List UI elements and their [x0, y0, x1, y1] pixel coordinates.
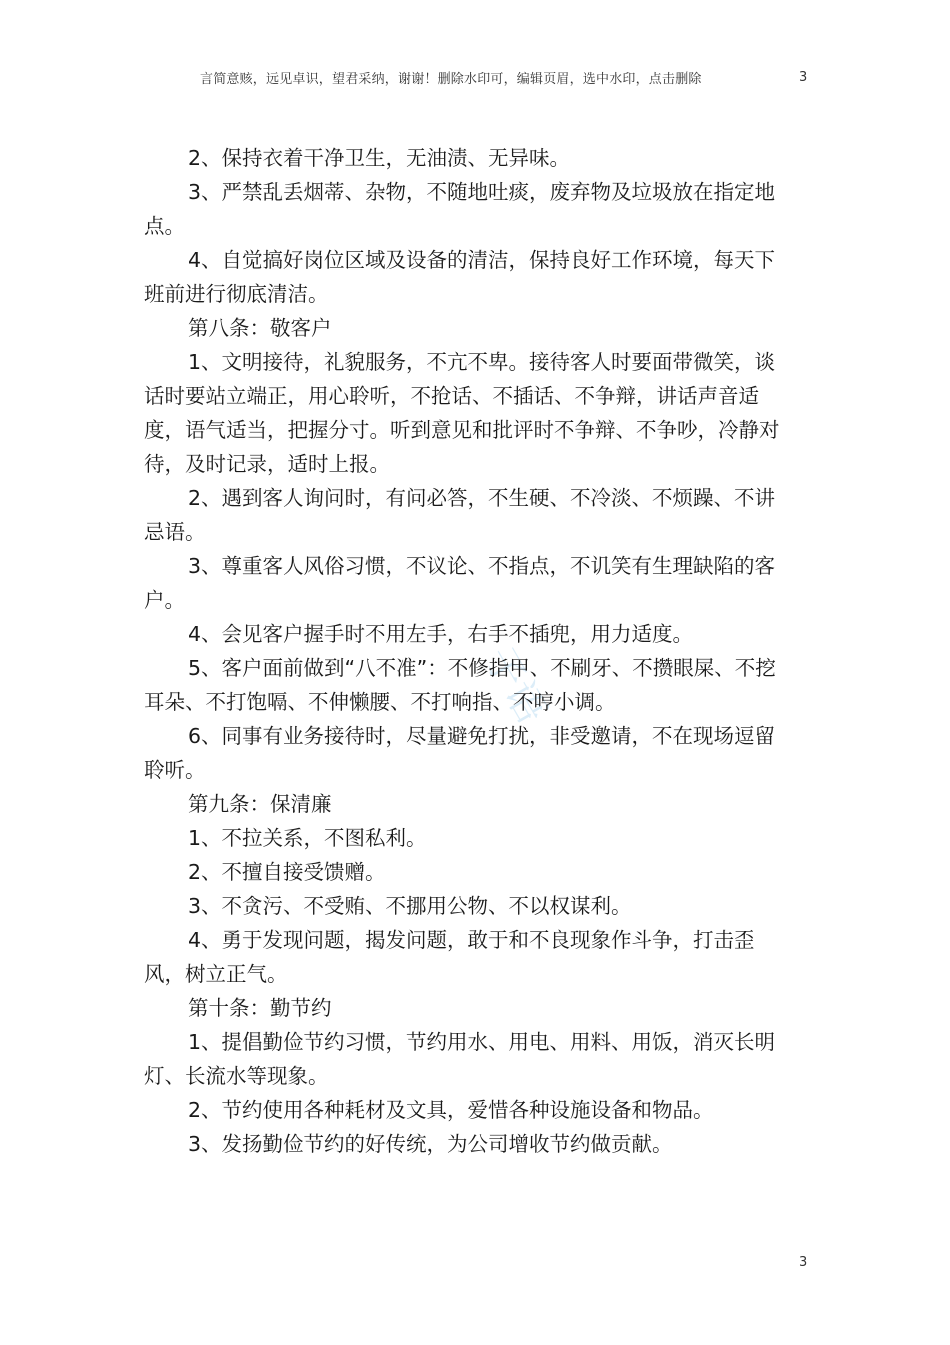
paragraph: 6、同事有业务接待时，尽量避免打扰，非受邀请，不在现场逗留聆听。: [144, 724, 776, 782]
paragraph: 3、不贪污、不受贿、不挪用公物、不以权谋利。: [188, 894, 632, 918]
section-heading: 第九条：保清廉: [188, 792, 332, 816]
paragraph: 4、勇于发现问题，揭发问题，敢于和不良现象作斗争，打击歪风，树立正气。: [144, 928, 755, 986]
paragraph: 3、尊重客人风俗习惯，不议论、不指点，不讥笑有生理缺陷的客户。: [144, 554, 776, 612]
page-number-bottom: 3: [799, 1255, 808, 1270]
header-watermark-note: 言简意赅，远见卓识，望君采纳，谢谢！删除水印可，编辑页眉，选中水印，点击删除: [200, 72, 702, 87]
paragraph: 1、不拉关系，不图私利。: [188, 826, 427, 850]
paragraph: 1、提倡勤俭节约习惯，节约用水、用电、用料、用饭，消灭长明灯、长流水等现象。: [144, 1030, 776, 1088]
paragraph: 5、客户面前做到“八不准”：不修指甲、不刷牙、不攒眼屎、不挖耳朵、不打饱嗝、不伸懒腰、不打响指、不哼小调。: [144, 656, 776, 714]
paragraph: 2、不擅自接受馈赠。: [188, 860, 386, 884]
paragraph: 2、保持衣着干净卫生，无油渍、无异味。: [188, 146, 571, 170]
paragraph: 4、会见客户握手时不用左手，右手不插兜，用力适度。: [188, 622, 694, 646]
document-body: [144, 141, 792, 1161]
watermark: 子语: [475, 639, 555, 732]
paragraph: 2、节约使用各种耗材及文具，爱惜各种设施设备和物品。: [188, 1098, 714, 1122]
paragraph: 3、发扬勤俭节约的好传统，为公司增收节约做贡献。: [188, 1132, 673, 1156]
paragraph: 3、严禁乱丢烟蒂、杂物，不随地吐痰，废弃物及垃圾放在指定地点。: [144, 180, 776, 238]
section-heading: 第八条：敬客户: [188, 316, 332, 340]
paragraph: 1、文明接待，礼貌服务，不亢不卑。接待客人时要面带微笑，谈话时要站立端正，用心聆听，不抢话、不插话、不争辩，讲话声音适度，语气适当，把握分寸。听到意见和批评时不争辩、不争吵，冷静对待，及时记录，适时上报。: [144, 350, 780, 476]
paragraph: 4、自觉搞好岗位区域及设备的清洁，保持良好工作环境，每天下班前进行彻底清洁。: [144, 248, 776, 306]
section-heading: 第十条：勤节约: [188, 996, 332, 1020]
paragraph: 2、遇到客人询问时，有问必答，不生硬、不冷淡、不烦躁、不讲忌语。: [144, 486, 776, 544]
page-number-top: 3: [799, 70, 808, 85]
